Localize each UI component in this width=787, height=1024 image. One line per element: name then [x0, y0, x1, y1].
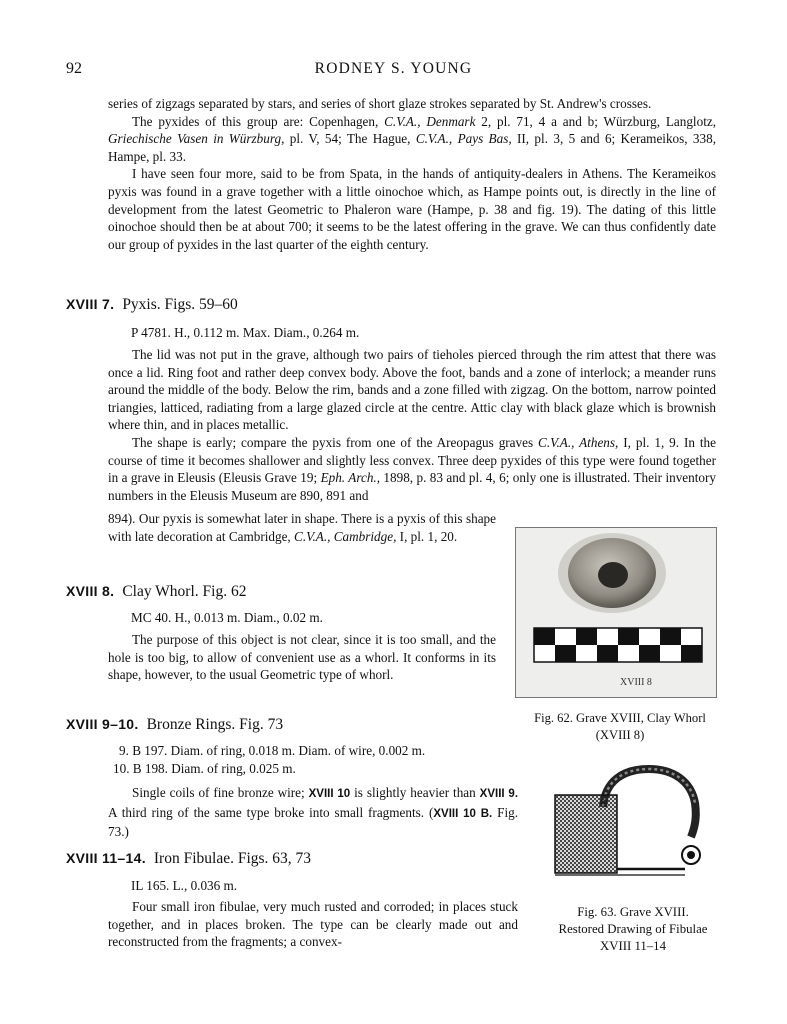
entry-number: XVIII 8. — [66, 583, 115, 599]
entry7-text-continued — [108, 510, 496, 545]
caption-line-2: (XVIII 8) — [595, 728, 645, 742]
entry7-paragraph-3: 894). Our pyxis is somewhat later in shape. There is a pyxis of this shape with late decoration at Cambridge, C.V.A., Cambridge, I, pl. 1, 20. — [108, 511, 496, 544]
running-head — [0, 60, 787, 84]
entry-meta-xviii-8: MC 40. H., 0.013 m. Diam., 0.02 m. — [131, 610, 323, 625]
figure-62-caption — [505, 710, 735, 744]
entry-heading-xviii-8 — [66, 583, 246, 601]
entry7-paragraph-2: The shape is early; compare the pyxis from one of the Areopagus graves C.V.A., Athens, I, pl. 1, 9. In the course of time it becomes shallower and slightly less convex. Three deep pyxides of this type were found together in a grave in Eleusis (Eleusis Grave 19; Eph. Arch., 1898, p. 83 and pl. 4, 6; only one is illustrated. Their inventory numbers in the Eleusis Museum are 890, 891 and — [108, 434, 716, 503]
entry-number: XVIII 7. — [66, 296, 115, 312]
entry9-paragraph-1: Single coils of fine bronze wire; XVIII 10 is slightly heavier than XVIII 9. A third ring of the same type broke into small fragments. (XVIII 10 B. Fig. 73.) — [108, 785, 519, 840]
caption-line-3: XVIII 11–14 — [600, 939, 666, 953]
clay-whorl-photo — [516, 528, 716, 697]
page-number: 92 — [66, 60, 82, 77]
fibula-catchplate — [555, 795, 617, 873]
entry-text-xviii-8 — [108, 631, 496, 684]
whorl-hole — [598, 562, 628, 588]
intro-paragraph-1: series of zigzags separated by stars, and series of short glaze strokes separated by St. Andrew's crosses. — [108, 96, 652, 111]
entry-text-xviii-7 — [108, 346, 716, 504]
running-title: RODNEY S. YOUNG — [314, 60, 473, 77]
entry-heading-xviii-9-10 — [66, 716, 283, 734]
intro-paragraph-3: I have seen four more, said to be from Spata, in the hands of antiquity-dealers in Athens. The Kerameikos pyxis was found in a grave together with a little oinochoe which, as Hampe points out, is directly in the line of development from the latest Geometric to Phaleron ware (Hampe, p. 38 and fig. 19). The dating of this little oinochoe should then be at about 700; it seems to be the latest offering in the grave. We can thus confidently date our group of pyxides in the last quarter of the eighth century. — [108, 166, 716, 252]
scale-bar — [534, 628, 702, 662]
entry-number: XVIII 11–14. — [66, 850, 146, 866]
entry-title: Pyxis. Figs. 59–60 — [122, 296, 238, 313]
entry-heading-xviii-7 — [66, 296, 238, 314]
entry-meta-xviii-7: P 4781. H., 0.112 m. Max. Diam., 0.264 m. — [131, 325, 360, 340]
entry-text-xviii-11-14 — [108, 898, 518, 951]
photo-label: XVIII 8 — [620, 677, 652, 688]
caption-line-1: Fig. 62. Grave XVIII, Clay Whorl — [534, 711, 706, 725]
entry-meta-ring-9: 9. B 197. Diam. of ring, 0.018 m. Diam. of wire, 0.002 m. — [119, 743, 426, 758]
entry-heading-xviii-11-14 — [66, 850, 311, 868]
entry-text-xviii-9-10 — [108, 784, 518, 841]
entry11-paragraph-1: Four small iron fibulae, very much rusted and corroded; in places stuck together, and in places broken. The type can be clearly made out and reconstructed from the fragments; a convex- — [108, 899, 518, 950]
caption-line-2: Restored Drawing of Fibulae — [558, 922, 708, 936]
entry-number: XVIII 9–10. — [66, 716, 139, 732]
entry-title: Bronze Rings. Fig. 73 — [146, 716, 284, 733]
intro-text — [108, 95, 716, 253]
entry-meta-xviii-11-14: IL 165. L., 0.036 m. — [131, 878, 238, 893]
entry-title: Iron Fibulae. Figs. 63, 73 — [153, 850, 312, 867]
entry7-paragraph-1: The lid was not put in the grave, although two pairs of tieholes pierced through the rim attest that there was once a lid. Ring foot and rather deep convex body. Above the foot, bands and a zone of interlock; a meander runs around the middle of the body. Below the rim, bands and a zone filled with zigzag. On the bottom, narrow pointed triangies, latticed, radiating from a large glazed circle at the centre. Attic clay with black glaze which is brownish where thin, and in places metallic. — [108, 347, 716, 433]
fibula-drawing — [545, 765, 715, 880]
figure-63-caption — [548, 904, 718, 955]
entry-title: Clay Whorl. Fig. 62 — [122, 583, 247, 600]
entry-meta-ring-10: 10. B 198. Diam. of ring, 0.025 m. — [113, 761, 296, 776]
entry8-paragraph-1: The purpose of this object is not clear, since it is too small, and the hole is too big, to allow of convenient use as a whorl. It conforms in its shape, however, to the usual Geometric type of whorl. — [108, 632, 496, 683]
figure-62-photo — [515, 527, 717, 698]
intro-paragraph-2: The pyxides of this group are: Copenhagen, C.V.A., Denmark 2, pl. 71, 4 a and b; Würzburg, Langlotz, Griechische Vasen in Würzburg, pl. V, 54; The Hague, C.V.A., Pays Bas, II, pl. 3, 5 and 6; Kerameikos, 338, Hampe, pl. 33. — [108, 113, 717, 164]
caption-line-1: Fig. 63. Grave XVIII. — [577, 905, 689, 919]
